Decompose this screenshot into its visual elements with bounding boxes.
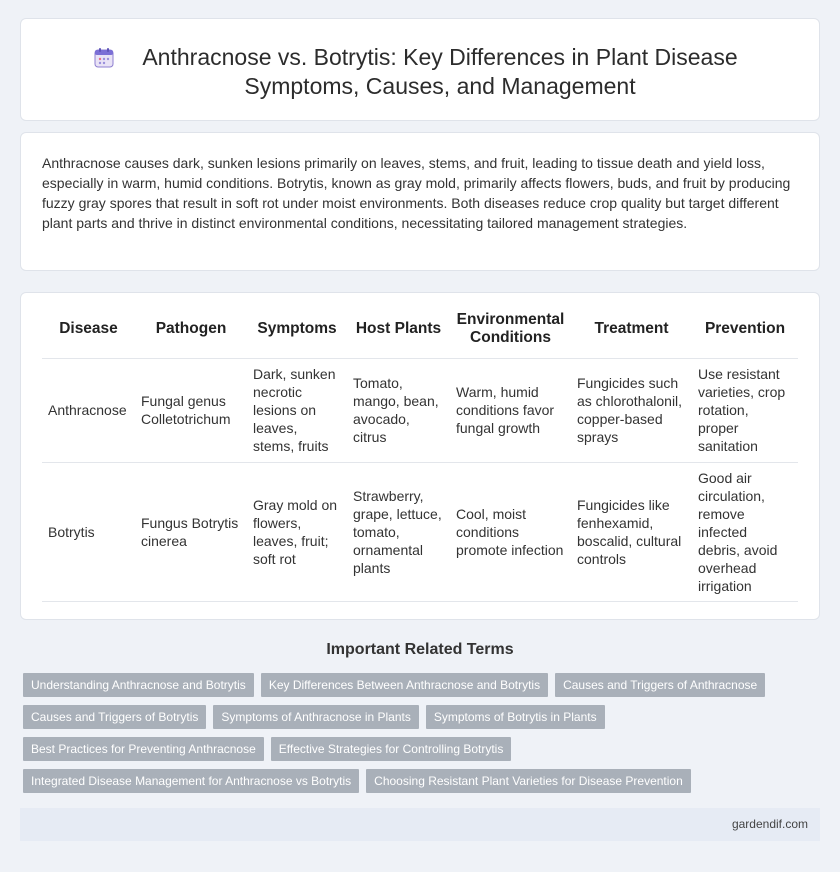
table-cell: Strawberry, grape, lettuce, tomato, ornamental plants (347, 462, 450, 601)
related-tag[interactable]: Key Differences Between Anthracnose and Botrytis (261, 673, 548, 697)
table-cell: Good air circulation, remove infected debris, avoid overhead irrigation (692, 462, 798, 601)
related-tag[interactable]: Understanding Anthracnose and Botrytis (23, 673, 254, 697)
header-symptoms: Symptoms (247, 306, 347, 358)
intro-card (20, 132, 820, 271)
table-cell: Botrytis (42, 462, 135, 601)
related-tag[interactable]: Causes and Triggers of Botrytis (23, 705, 206, 729)
footer (20, 808, 820, 841)
page-title: Anthracnose vs. Botrytis: Key Differences in Plant Disease Symptoms, Causes, and Management (142, 44, 738, 99)
table-cell: Gray mold on flowers, leaves, fruit; soft rot (247, 462, 347, 601)
related-tag[interactable]: Effective Strategies for Controlling Botrytis (271, 737, 512, 761)
related-terms-tags (23, 673, 783, 801)
comparison-table-card (20, 292, 820, 620)
related-tag[interactable]: Symptoms of Botrytis in Plants (426, 705, 605, 729)
header-disease: Disease (42, 306, 135, 358)
table-cell: Warm, humid conditions favor fungal growth (450, 358, 571, 462)
header-pathogen: Pathogen (135, 306, 247, 358)
header-treatment: Treatment (571, 306, 692, 358)
table-cell: Use resistant varieties, crop rotation, proper sanitation (692, 358, 798, 462)
title-card (20, 18, 820, 121)
related-tag[interactable]: Symptoms of Anthracnose in Plants (213, 705, 418, 729)
table-cell: Tomato, mango, bean, avocado, citrus (347, 358, 450, 462)
table-cell: Dark, sunken necrotic lesions on leaves, stems, fruits (247, 358, 347, 462)
table-row (42, 358, 798, 462)
table-cell: Cool, moist conditions promote infection (450, 462, 571, 601)
intro-paragraph: Anthracnose causes dark, sunken lesions primarily on leaves, stems, and fruit, leading to tissue death and yield loss, especially in warm, humid conditions. Botrytis, known as gray mold, primarily affects flowers, buds, and fruit by producing fuzzy gray spores that result in soft rot under moist environments. Both diseases reduce crop quality but target different plant parts and thrive in distinct environmental conditions, necessitating tailored management strategies. (42, 155, 791, 231)
header-prevention: Prevention (692, 306, 798, 358)
header-environmental-conditions: Environmental Conditions (450, 306, 571, 358)
related-tag[interactable]: Choosing Resistant Plant Varieties for Disease Prevention (366, 769, 691, 793)
header-host-plants: Host Plants (347, 306, 450, 358)
related-tag[interactable]: Integrated Disease Management for Anthracnose vs Botrytis (23, 769, 359, 793)
table-cell: Fungicides such as chlorothalonil, copper-based sprays (571, 358, 692, 462)
table-row (42, 462, 798, 601)
related-tag[interactable]: Causes and Triggers of Anthracnose (555, 673, 765, 697)
table-cell: Anthracnose (42, 358, 135, 462)
table-header-row (42, 306, 798, 358)
table-cell: Fungal genus Colletotrichum (135, 358, 247, 462)
related-terms-title: Important Related Terms (326, 641, 514, 658)
footer-site-link[interactable]: gardendif.com (731, 817, 808, 831)
related-tag[interactable]: Best Practices for Preventing Anthracnose (23, 737, 264, 761)
table-cell: Fungus Botrytis cinerea (135, 462, 247, 601)
comparison-table (42, 306, 798, 602)
table-cell: Fungicides like fenhexamid, boscalid, cultural controls (571, 462, 692, 601)
